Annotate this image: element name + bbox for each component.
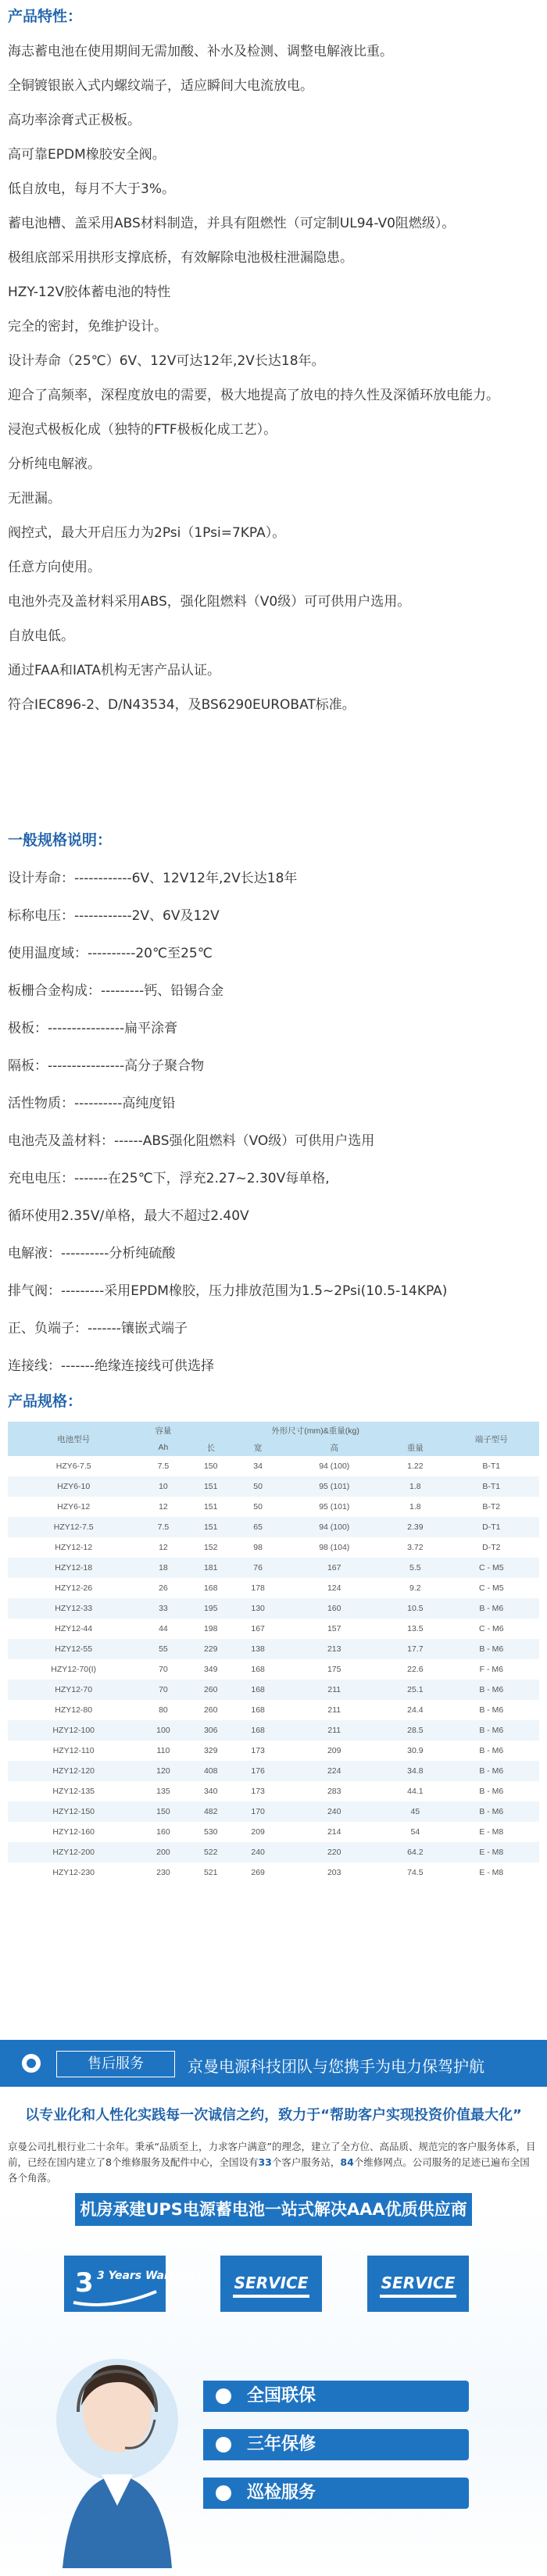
table-cell: 211: [281, 1720, 387, 1741]
intro-count-stations: 33: [258, 2156, 272, 2168]
table-cell: HZY12-55: [8, 1639, 139, 1659]
table-cell: 152: [188, 1537, 234, 1558]
table-cell: 178: [234, 1578, 281, 1598]
table-cell: HZY12-230: [8, 1862, 139, 1883]
table-row: [8, 1456, 539, 1476]
spec-line: 隔板：----------------高分子聚合物: [8, 1058, 205, 1074]
table-cell: HZY12-80: [8, 1700, 139, 1720]
table-cell: E - M8: [444, 1862, 539, 1883]
table-row: [8, 1598, 539, 1619]
table-cell: B - M6: [444, 1639, 539, 1659]
table-row: [8, 1700, 539, 1720]
pill-label: 全国联保: [247, 2386, 316, 2406]
specs-section: [0, 828, 547, 1375]
table-cell: 95 (101): [281, 1476, 387, 1497]
table-cell: 151: [188, 1517, 234, 1537]
spec-line: 使用温度域：----------20℃至25℃: [8, 946, 213, 961]
pill-label: 三年保修: [247, 2435, 316, 2454]
table-cell: HZY12-150: [8, 1801, 139, 1822]
table-cell: 120: [139, 1761, 187, 1781]
feature-line: 蓄电池槽、盖采用ABS材料制造，并具有阻燃性（可定制UL94-V0阻燃级）。: [8, 216, 456, 231]
table-cell: 12: [139, 1537, 187, 1558]
specs-list: [0, 870, 547, 1375]
table-cell: 151: [188, 1497, 234, 1517]
pill-inspection-service: [203, 2478, 469, 2509]
table-cell: HZY12-33: [8, 1598, 139, 1619]
table-cell: 230: [139, 1862, 187, 1883]
spec-line: 排气阀：---------采用EPDM橡胶，压力排放范围为1.5~2Psi(10.5-14KPA): [8, 1283, 448, 1299]
intro-text-1: 京曼公司扎根行业二十余年。秉承“品质至上，力求客户满意”的理念，建立了全方位、高品质、规范完的客户服务体系，目前，已经在国内建立了8个维修服务及配件中心，全国设有: [8, 2140, 536, 2168]
table-cell: HZY12-7.5: [8, 1517, 139, 1537]
table-cell: HZY12-18: [8, 1558, 139, 1578]
table-cell: 12: [139, 1497, 187, 1517]
table-cell: 95 (101): [281, 1497, 387, 1517]
table-cell: 240: [281, 1801, 387, 1822]
intro-text-2: 个客户服务站，: [271, 2156, 341, 2168]
table-cell: 55: [139, 1639, 187, 1659]
intro-body: [8, 2139, 539, 2186]
pill-national-warranty: [203, 2381, 469, 2412]
table-cell: 168: [234, 1700, 281, 1720]
table-cell: 70: [139, 1659, 187, 1680]
badge-text-2: SERVICE: [234, 2274, 309, 2292]
table-title: 产品规格：: [8, 1393, 83, 1410]
table-cell: B - M6: [444, 1598, 539, 1619]
table-cell: 44: [139, 1619, 187, 1639]
table-cell: 168: [234, 1659, 281, 1680]
table-cell: 229: [188, 1639, 234, 1659]
table-cell: 181: [188, 1558, 234, 1578]
table-cell: B - M6: [444, 1680, 539, 1700]
table-cell: 44.1: [387, 1781, 443, 1801]
spec-line: 连接线：-------绝缘连接线可供选择: [8, 1358, 214, 1374]
col-model: 电池型号: [8, 1422, 139, 1456]
table-cell: 18: [139, 1558, 187, 1578]
table-cell: 34.8: [387, 1761, 443, 1781]
table-cell: 211: [281, 1700, 387, 1720]
table-cell: 220: [281, 1842, 387, 1862]
table-cell: 168: [188, 1578, 234, 1598]
feature-line: HZY-12V胶体蓄电池的特性: [8, 284, 171, 300]
table-cell: 168: [234, 1720, 281, 1741]
table-cell: 50: [234, 1497, 281, 1517]
table-cell: 33: [139, 1598, 187, 1619]
table-cell: 5.5: [387, 1558, 443, 1578]
svg-text:3: 3: [75, 2267, 94, 2299]
service-badge-1: [220, 2256, 322, 2312]
table-row: [8, 1842, 539, 1862]
badge-text-1: 3 Years Warranty: [97, 2270, 202, 2282]
table-row: [8, 1720, 539, 1741]
service-badge-2: [367, 2256, 469, 2312]
specs-title: 一般规格说明：: [8, 832, 113, 849]
table-cell: 340: [188, 1781, 234, 1801]
table-cell: 209: [281, 1741, 387, 1761]
table-cell: B - M6: [444, 1801, 539, 1822]
table-cell: 13.5: [387, 1619, 443, 1639]
table-cell: 110: [139, 1741, 187, 1761]
table-row: [8, 1761, 539, 1781]
table-cell: 124: [281, 1578, 387, 1598]
table-cell: 65: [234, 1517, 281, 1537]
table-cell: 17.7: [387, 1639, 443, 1659]
table-row: [8, 1741, 539, 1761]
supplier-banner: 机房承建UPS电源蓄电池一站式解决AAA优质供应商: [75, 2193, 472, 2226]
spec-line: 循环使用2.35V/单格，最大不超过2.40V: [8, 1208, 249, 1224]
col-height: 高: [281, 1439, 387, 1456]
spec-line: 极板：----------------扁平涂膏: [8, 1021, 178, 1036]
feature-line: 阀控式，最大开启压力为2Psi（1Psi=7KPA）。: [8, 525, 286, 541]
table-cell: HZY12-70(I): [8, 1659, 139, 1680]
table-cell: 138: [234, 1639, 281, 1659]
pill-label: 巡检服务: [247, 2483, 316, 2503]
table-cell: 1.22: [387, 1456, 443, 1476]
table-row: [8, 1659, 539, 1680]
table-cell: HZY12-26: [8, 1578, 139, 1598]
table-cell: 269: [234, 1862, 281, 1883]
table-cell: 25.1: [387, 1680, 443, 1700]
table-cell: D-T1: [444, 1517, 539, 1537]
spec-line: 电解液：----------分析纯硫酸: [8, 1246, 176, 1261]
spec-line: 正、负端子：-------镶嵌式端子: [8, 1321, 188, 1336]
table-cell: 160: [139, 1822, 187, 1842]
table-cell: C - M5: [444, 1578, 539, 1598]
features-title: 产品特性：: [8, 8, 83, 25]
spec-line: 标称电压：------------2V、6V及12V: [8, 908, 220, 924]
table-cell: 70: [139, 1680, 187, 1700]
feature-line: 通过FAA和IATA机构无害产品认证。: [8, 663, 220, 678]
pill-three-year-warranty: [203, 2429, 469, 2460]
col-width: 宽: [234, 1439, 281, 1456]
table-cell: 213: [281, 1639, 387, 1659]
spec-line: 充电电压：-------在25℃下，浮充2.27~2.30V每单格,: [8, 1171, 330, 1186]
feature-line: 浸泡式极板化成（独特的FTF极板化成工艺）。: [8, 422, 277, 438]
table-cell: HZY6-12: [8, 1497, 139, 1517]
table-row: [8, 1781, 539, 1801]
table-cell: 306: [188, 1720, 234, 1741]
feature-line: 迎合了高频率，深程度放电的需要，极大地提高了放电的持久性及深循环放电能力。: [8, 388, 499, 403]
table-cell: 94 (100): [281, 1456, 387, 1476]
table-cell: B-T2: [444, 1497, 539, 1517]
table-cell: 173: [234, 1781, 281, 1801]
table-row: [8, 1680, 539, 1700]
service-slogan: 京曼电源科技团队与您携手为电力保驾护航: [188, 2057, 484, 2076]
intro-count-outlets: 84: [340, 2156, 354, 2168]
table-row: [8, 1801, 539, 1822]
feature-line: 无泄漏。: [8, 491, 61, 506]
spec-line: 设计寿命：------------6V、12V12年,2V长达18年: [8, 871, 298, 886]
table-cell: HZY12-12: [8, 1537, 139, 1558]
spec-table-body: [8, 1456, 539, 1883]
table-cell: 521: [188, 1862, 234, 1883]
table-cell: 203: [281, 1862, 387, 1883]
bullet-icon: [216, 2388, 231, 2404]
table-row: [8, 1517, 539, 1537]
table-cell: E - M8: [444, 1842, 539, 1862]
table-cell: 150: [188, 1456, 234, 1476]
table-cell: 10.5: [387, 1598, 443, 1619]
table-cell: HZY12-70: [8, 1680, 139, 1700]
table-cell: 530: [188, 1822, 234, 1842]
table-cell: 170: [234, 1801, 281, 1822]
col-dims: 外形尺寸(mm)&重量(kg): [188, 1422, 444, 1439]
table-cell: 522: [188, 1842, 234, 1862]
table-cell: 76: [234, 1558, 281, 1578]
table-cell: 168: [234, 1680, 281, 1700]
table-cell: B - M6: [444, 1781, 539, 1801]
table-cell: F - M6: [444, 1659, 539, 1680]
table-cell: 482: [188, 1801, 234, 1822]
table-row: [8, 1578, 539, 1598]
table-cell: 30.9: [387, 1741, 443, 1761]
table-cell: HZY12-110: [8, 1741, 139, 1761]
feature-line: 符合IEC896-2、D/N43534，及BS6290EUROBAT标准。: [8, 697, 356, 713]
table-cell: B - M6: [444, 1700, 539, 1720]
table-cell: 64.2: [387, 1842, 443, 1862]
table-cell: HZY6-10: [8, 1476, 139, 1497]
table-cell: 160: [281, 1598, 387, 1619]
spec-line: 电池壳及盖材料：------ABS强化阻燃料（VO级）可供用户选用: [8, 1133, 375, 1149]
table-cell: HZY12-120: [8, 1761, 139, 1781]
bottom-promo: [0, 2185, 547, 2576]
table-cell: 150: [139, 1801, 187, 1822]
table-cell: 24.4: [387, 1700, 443, 1720]
spec-line: 活性物质：----------高纯度铅: [8, 1096, 176, 1111]
table-cell: 167: [281, 1558, 387, 1578]
features-section: [0, 0, 547, 714]
table-cell: B-T1: [444, 1456, 539, 1476]
table-row: [8, 1822, 539, 1842]
table-cell: 283: [281, 1781, 387, 1801]
table-row: [8, 1537, 539, 1558]
table-cell: 74.5: [387, 1862, 443, 1883]
bullet-icon: [216, 2485, 231, 2501]
table-cell: 167: [234, 1619, 281, 1639]
table-cell: 176: [234, 1761, 281, 1781]
feature-line: 自放电低。: [8, 628, 74, 644]
service-title: 售后服务: [56, 2051, 175, 2077]
intro-headline: 以专业化和人性化实践每一次诚信之约，致力于“帮助客户实现投资价值最大化”: [25, 2107, 522, 2123]
table-cell: B-T1: [444, 1476, 539, 1497]
table-cell: 50: [234, 1476, 281, 1497]
feature-line: 任意方向使用。: [8, 560, 101, 575]
table-cell: 34: [234, 1456, 281, 1476]
feature-line: 全铜镀银嵌入式内螺纹端子，适应瞬间大电流放电。: [8, 78, 313, 94]
table-cell: 175: [281, 1659, 387, 1680]
feature-line: 极组底部采用拱形支撑底桥，有效解除电池极柱泄漏隐患。: [8, 250, 353, 266]
table-cell: 260: [188, 1680, 234, 1700]
table-cell: B - M6: [444, 1741, 539, 1761]
bullet-icon: [216, 2437, 231, 2453]
table-row: [8, 1619, 539, 1639]
col-capacity-unit: Ah: [139, 1439, 187, 1456]
table-cell: HZY12-44: [8, 1619, 139, 1639]
table-cell: 94 (100): [281, 1517, 387, 1537]
table-cell: 224: [281, 1761, 387, 1781]
spec-table: [8, 1422, 539, 1883]
feature-line: 分析纯电解液。: [8, 456, 101, 472]
table-row: [8, 1639, 539, 1659]
table-cell: 240: [234, 1842, 281, 1862]
feature-line: 电池外壳及盖材料采用ABS，强化阻燃料（V0级）可可供用户选用。: [8, 594, 411, 610]
table-cell: 10: [139, 1476, 187, 1497]
table-cell: 7.5: [139, 1456, 187, 1476]
table-cell: 98: [234, 1537, 281, 1558]
table-cell: 98 (104): [281, 1537, 387, 1558]
feature-line: 低自放电，每月不大于3%。: [8, 181, 175, 197]
table-cell: 22.6: [387, 1659, 443, 1680]
badge-text-3: SERVICE: [381, 2274, 456, 2292]
feature-line: 海志蓄电池在使用期间无需加酸、补水及检测、调整电解液比重。: [8, 44, 393, 59]
table-row: [8, 1476, 539, 1497]
table-cell: 157: [281, 1619, 387, 1639]
table-cell: HZY12-100: [8, 1720, 139, 1741]
table-cell: 329: [188, 1741, 234, 1761]
table-cell: 80: [139, 1700, 187, 1720]
table-row: [8, 1497, 539, 1517]
table-cell: B - M6: [444, 1761, 539, 1781]
table-cell: 209: [234, 1822, 281, 1842]
table-cell: 1.8: [387, 1497, 443, 1517]
table-cell: HZY12-200: [8, 1842, 139, 1862]
table-cell: 211: [281, 1680, 387, 1700]
feature-line: 高可靠EPDM橡胶安全阀。: [8, 147, 166, 163]
table-cell: 54: [387, 1822, 443, 1842]
table-cell: D-T2: [444, 1537, 539, 1558]
table-cell: 135: [139, 1781, 187, 1801]
table-cell: 28.5: [387, 1720, 443, 1741]
table-cell: B - M6: [444, 1720, 539, 1741]
col-weight: 重量: [387, 1439, 443, 1456]
product-table-section: [0, 1390, 547, 1883]
col-terminal: 端子型号: [444, 1422, 539, 1456]
table-cell: HZY6-7.5: [8, 1456, 139, 1476]
table-cell: 45: [387, 1801, 443, 1822]
feature-line: 完全的密封，免维护设计。: [8, 319, 167, 335]
table-cell: 7.5: [139, 1517, 187, 1537]
table-cell: 151: [188, 1476, 234, 1497]
table-cell: E - M8: [444, 1822, 539, 1842]
table-cell: 260: [188, 1700, 234, 1720]
support-agent-illustration: [16, 2334, 219, 2568]
feature-line: 设计寿命（25℃）6V、12V可达12年,2V长达18年。: [8, 353, 325, 369]
table-cell: 2.39: [387, 1517, 443, 1537]
table-cell: C - M5: [444, 1558, 539, 1578]
table-cell: 408: [188, 1761, 234, 1781]
features-list: [0, 43, 547, 714]
feature-line: 高功率涂膏式正极板。: [8, 113, 141, 128]
intro-text-3: 个维修网点。公司服务的足迹已遍布全国各个角落。: [8, 2156, 530, 2184]
table-cell: 130: [234, 1598, 281, 1619]
warranty-badge: [64, 2256, 202, 2312]
table-cell: 26: [139, 1578, 187, 1598]
table-cell: 1.8: [387, 1476, 443, 1497]
table-row: [8, 1862, 539, 1883]
table-cell: 173: [234, 1741, 281, 1761]
table-cell: 349: [188, 1659, 234, 1680]
table-cell: 200: [139, 1842, 187, 1862]
service-banner: [0, 2040, 547, 2087]
table-cell: 100: [139, 1720, 187, 1741]
table-cell: HZY12-135: [8, 1781, 139, 1801]
spec-line: 板栅合金构成：---------钙、铅锡合金: [8, 983, 224, 999]
table-cell: 198: [188, 1619, 234, 1639]
table-cell: HZY12-160: [8, 1822, 139, 1842]
table-cell: 195: [188, 1598, 234, 1619]
table-cell: C - M6: [444, 1619, 539, 1639]
col-capacity: 容量: [139, 1422, 187, 1439]
table-cell: 214: [281, 1822, 387, 1842]
col-length: 长: [188, 1439, 234, 1456]
table-row: [8, 1558, 539, 1578]
table-cell: 3.72: [387, 1537, 443, 1558]
table-cell: 9.2: [387, 1578, 443, 1598]
